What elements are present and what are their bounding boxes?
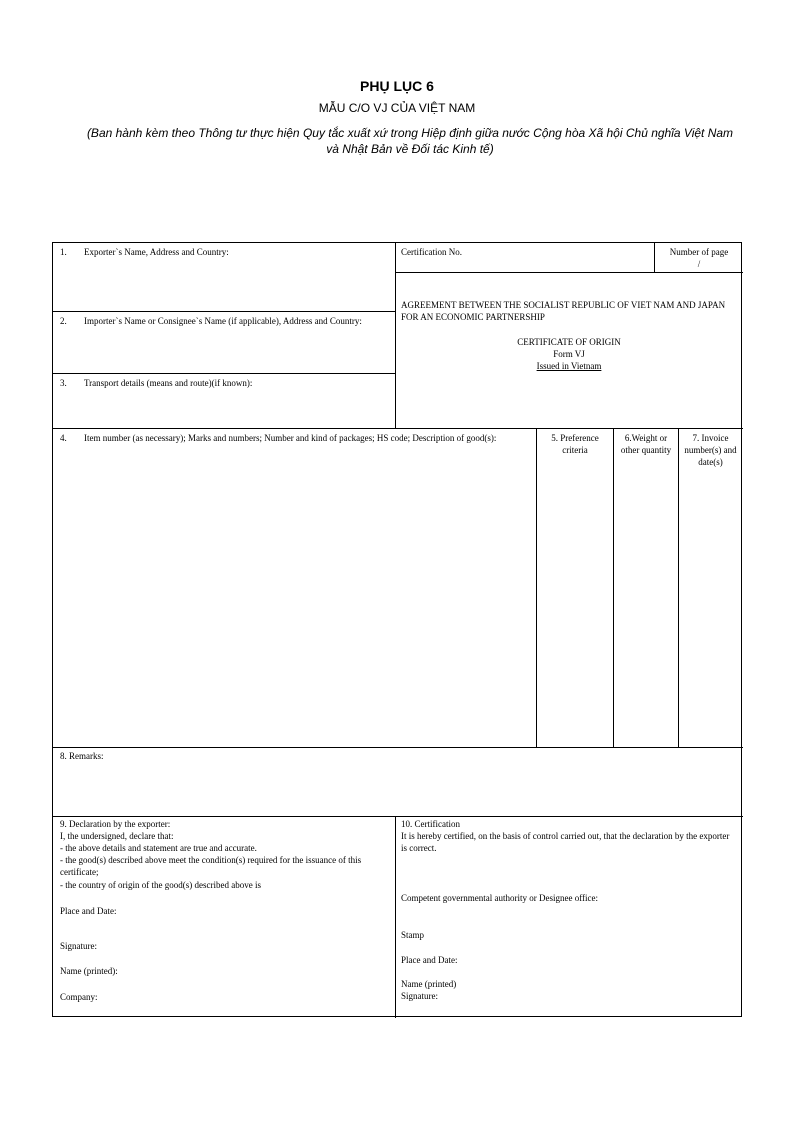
box4-label: Item number (as necessary); Marks and numbers; Number and kind of packages; HS code; Description of good(s): — [84, 433, 497, 443]
issued-in-text: Issued in Vietnam — [536, 361, 602, 371]
box5-label: 5. Preference criteria — [551, 433, 599, 455]
box10-name: Name (printed) — [401, 979, 457, 989]
box9-place: Place and Date: — [60, 906, 117, 916]
form-name: Form VJ — [553, 349, 585, 359]
box10-place: Place and Date: — [401, 955, 458, 965]
certificate-form — [52, 242, 742, 1017]
box7-label: 7. Invoice number(s) and date(s) — [684, 433, 737, 467]
box9-title: 9. Declaration by the exporter: — [60, 819, 171, 829]
divider — [613, 428, 614, 747]
box9-line2: - the above details and statement are true and accurate. — [60, 843, 257, 853]
certificate-title: CERTIFICATE OF ORIGIN — [517, 337, 621, 347]
certification-no-label: Certification No. — [401, 247, 462, 257]
issued-in — [395, 360, 743, 372]
box6-label: 6.Weight or other quantity — [620, 433, 672, 455]
box10-authority: Competent governmental authority or Designee office: — [401, 893, 599, 903]
agreement-title: AGREEMENT BETWEEN THE SOCIALIST REPUBLIC OF VIET NAM AND JAPAN FOR AN ECONOMIC PARTNERSHIP — [401, 300, 726, 322]
number-of-page-label: Number of page — [669, 247, 729, 257]
box9-company: Company: — [60, 992, 98, 1002]
divider — [53, 373, 395, 374]
divider — [53, 311, 395, 312]
divider — [395, 816, 396, 1018]
box10-signature: Signature: — [401, 991, 438, 1001]
box9-line4: - the country of origin of the good(s) described above is — [60, 880, 261, 890]
box9-line1: I, the undersigned, declare that: — [60, 831, 174, 841]
divider — [678, 428, 679, 747]
divider — [53, 428, 743, 429]
box3-number: 3. — [60, 378, 67, 388]
box2-number: 2. — [60, 316, 67, 326]
divider — [53, 747, 743, 748]
divider — [395, 272, 743, 273]
box9-line3: - the good(s) described above meet the condition(s) required for the issuance of this certificate; — [60, 855, 362, 877]
box10-text: It is hereby certified, on the basis of control carried out, that the declaration by the exporter is correct. — [401, 831, 730, 853]
box3-label: Transport details (means and route)(if known): — [84, 378, 253, 388]
divider — [53, 816, 743, 817]
form-subtitle: MẪU C/O VJ CỦA VIỆT NAM — [318, 101, 476, 115]
box10-title: 10. Certification — [401, 819, 460, 829]
box2-label: Importer`s Name or Consignee`s Name (if applicable), Address and Country: — [84, 316, 362, 326]
divider — [654, 243, 655, 272]
box9-name: Name (printed): — [60, 966, 118, 976]
box4-number: 4. — [60, 433, 67, 443]
divider — [536, 428, 537, 747]
box9-signature: Signature: — [60, 941, 97, 951]
box1-label: Exporter`s Name, Address and Country: — [84, 247, 229, 257]
box1-number: 1. — [60, 247, 67, 257]
box10-stamp: Stamp — [401, 930, 425, 940]
box8-label: 8. Remarks: — [60, 751, 104, 761]
annex-title: PHỤ LỤC 6 — [360, 78, 434, 94]
page-separator: / — [697, 259, 701, 269]
issued-note: (Ban hành kèm theo Thông tư thực hiện Quy tắc xuất xứ trong Hiệp định giữa nước Cộng hòa Xã hội Chủ nghĩa Việt Nam và Nhật Bản về Đối tác Kinh tế) — [86, 126, 734, 156]
